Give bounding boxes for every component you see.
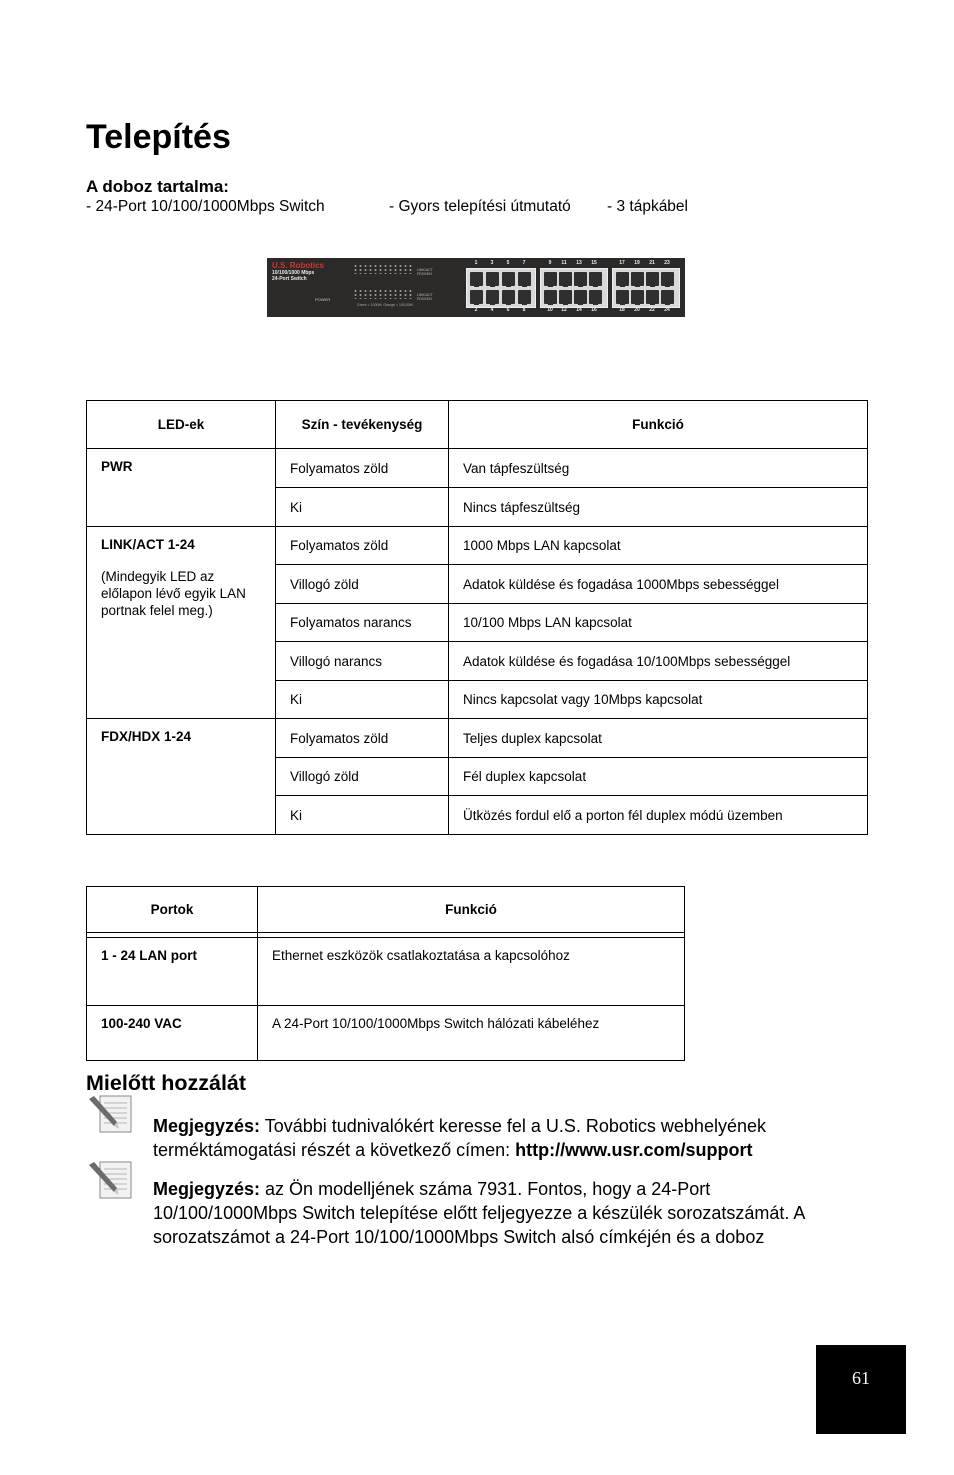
port-number: 21 [649, 260, 655, 266]
port-number: 7 [522, 260, 526, 266]
ethernet-port [502, 272, 515, 286]
note-paragraph [153, 1114, 853, 1162]
ethernet-port [544, 272, 557, 286]
port-number: 13 [576, 260, 582, 266]
page-title: Telepítés [86, 118, 231, 156]
box-contents-heading: A doboz tartalma: [86, 177, 229, 196]
ethernet-port [616, 290, 629, 304]
port-number: 12 [561, 307, 567, 313]
note-pencil-icon [87, 1161, 133, 1199]
port-number: 4 [490, 307, 494, 313]
ethernet-port [559, 272, 572, 286]
column-header: Portok [87, 887, 258, 933]
box-item: - 24-Port 10/100/1000Mbps Switch [86, 198, 325, 215]
led-color: Folyamatos zöld [276, 719, 449, 758]
port-block [612, 268, 680, 308]
port-number: 24 [664, 307, 670, 313]
table-row [87, 527, 868, 565]
switch-front-panel-image [267, 258, 685, 317]
led-label-bottom [417, 293, 433, 301]
ethernet-port [518, 290, 531, 304]
switch-model-line: 24-Port Switch [272, 276, 307, 282]
table-header-row [87, 887, 685, 933]
led-name: FDX/HDX 1-24 [87, 719, 276, 835]
port-number: 8 [522, 307, 526, 313]
port-function: A 24-Port 10/100/1000Mbps Switch hálózati kábeléhez [258, 1006, 685, 1061]
ethernet-port [646, 272, 659, 286]
table-header-row [87, 401, 868, 449]
ethernet-port [661, 272, 674, 286]
led-function: Nincs kapcsolat vagy 10Mbps kapcsolat [449, 681, 868, 719]
ports-table [86, 886, 685, 1061]
page-number: 61 [852, 1368, 870, 1388]
led-label-top [417, 268, 433, 276]
ethernet-port [502, 290, 515, 304]
table-row [87, 719, 868, 758]
ethernet-port [574, 272, 587, 286]
note-paragraph [153, 1177, 853, 1249]
ethernet-port [589, 290, 602, 304]
port-name: 100-240 VAC [87, 1006, 258, 1061]
port-block [540, 268, 608, 308]
ethernet-port [631, 290, 644, 304]
led-table [86, 400, 868, 835]
port-number: 16 [591, 307, 597, 313]
note-text: További tudnivalókért keresse fel a U.S. Robotics webhelyének terméktámogatási részét a következő címen: [153, 1116, 766, 1160]
led-function: Van tápfeszültség [449, 449, 868, 488]
switch-model-line: 10/100/1000 Mbps [272, 270, 315, 276]
ethernet-port [646, 290, 659, 304]
note-text: az Ön modelljének száma 7931. Fontos, hogy a 24-Port 10/100/1000Mbps Switch telepítése előtt feljegyezze a készülék sorozatszámát. A sorozatszámot a 24-Port 10/100/1000Mbps Switch alsó címkéjén és a doboz [153, 1179, 805, 1247]
ethernet-port [559, 290, 572, 304]
port-name: 1 - 24 LAN port [87, 938, 258, 1006]
led-color: Folyamatos narancs [276, 604, 449, 642]
led-color: Villogó zöld [276, 758, 449, 796]
port-number: 11 [561, 260, 567, 266]
switch-model-label [272, 270, 314, 282]
table-row [87, 1006, 685, 1061]
led-function: Fél duplex kapcsolat [449, 758, 868, 796]
port-block [466, 268, 536, 308]
led-color: Folyamatos zöld [276, 527, 449, 565]
ethernet-port [518, 272, 531, 286]
led-group-cell [87, 527, 276, 719]
ethernet-port [589, 272, 602, 286]
support-link[interactable]: http://www.usr.com/support [515, 1140, 753, 1160]
port-number: 9 [548, 260, 552, 266]
led-color: Ki [276, 796, 449, 835]
ethernet-port [631, 272, 644, 286]
port-number: 2 [474, 307, 478, 313]
ethernet-port [574, 290, 587, 304]
box-item: - 3 tápkábel [607, 198, 688, 215]
note-pencil-icon [87, 1095, 133, 1133]
led-color: Ki [276, 488, 449, 527]
led-label: LINK/ACT [417, 293, 433, 297]
column-header: Funkció [258, 887, 685, 933]
led-function: Ütközés fordul elő a porton fél duplex módú üzemben [449, 796, 868, 835]
table-row [87, 938, 685, 1006]
ethernet-port [486, 272, 499, 286]
port-function: Ethernet eszközök csatlakoztatása a kapcsolóhoz [258, 938, 685, 1006]
led-name: LINK/ACT 1-24 [101, 537, 195, 552]
column-header: LED-ek [87, 401, 276, 449]
switch-brand-logo: U.S. Robotics [272, 261, 325, 270]
led-color: Villogó narancs [276, 642, 449, 681]
led-label: FDX/HDX [417, 272, 433, 276]
port-number: 20 [634, 307, 640, 313]
ethernet-port [616, 272, 629, 286]
led-note: (Mindegyik LED az előlapon lévő egyik LAN portnak felel meg.) [101, 569, 246, 618]
note-label: Megjegyzés: [153, 1116, 261, 1136]
ethernet-port [470, 290, 483, 304]
led-function: Adatok küldése és fogadása 10/100Mbps sebességgel [449, 642, 868, 681]
led-row-bottom [353, 289, 413, 299]
port-number: 18 [619, 307, 625, 313]
led-function: Teljes duplex kapcsolat [449, 719, 868, 758]
power-led-label: POWER [315, 297, 331, 302]
port-number: 23 [664, 260, 670, 266]
ethernet-port [486, 290, 499, 304]
led-color: Villogó zöld [276, 565, 449, 604]
column-header: Szín - tevékenység [276, 401, 449, 449]
ethernet-port [470, 272, 483, 286]
port-number: 5 [506, 260, 510, 266]
box-item: - Gyors telepítési útmutató [389, 198, 571, 215]
port-number: 15 [591, 260, 597, 266]
led-function: Adatok küldése és fogadása 1000Mbps sebességgel [449, 565, 868, 604]
port-number: 19 [634, 260, 640, 266]
port-number: 10 [547, 307, 553, 313]
led-function: Nincs tápfeszültség [449, 488, 868, 527]
port-number: 6 [506, 307, 510, 313]
ethernet-port [661, 290, 674, 304]
led-name: PWR [87, 449, 276, 527]
page-number-box [816, 1345, 906, 1434]
note-label: Megjegyzés: [153, 1179, 261, 1199]
led-function: 1000 Mbps LAN kapcsolat [449, 527, 868, 565]
table-row [87, 449, 868, 488]
led-function: 10/100 Mbps LAN kapcsolat [449, 604, 868, 642]
led-label: LINK/ACT [417, 268, 433, 272]
led-caption: Green = 1000M, Orange = 10/100M [357, 303, 413, 307]
column-header: Funkció [449, 401, 868, 449]
led-color: Ki [276, 681, 449, 719]
port-number: 14 [576, 307, 582, 313]
port-number: 17 [619, 260, 625, 266]
led-color: Folyamatos zöld [276, 449, 449, 488]
led-row-top [353, 264, 413, 274]
port-number: 1 [474, 260, 478, 266]
led-label: FDX/HDX [417, 297, 433, 301]
section-title: Mielőtt hozzálát [86, 1071, 247, 1095]
port-number: 22 [649, 307, 655, 313]
port-number: 3 [490, 260, 494, 266]
ethernet-port [544, 290, 557, 304]
